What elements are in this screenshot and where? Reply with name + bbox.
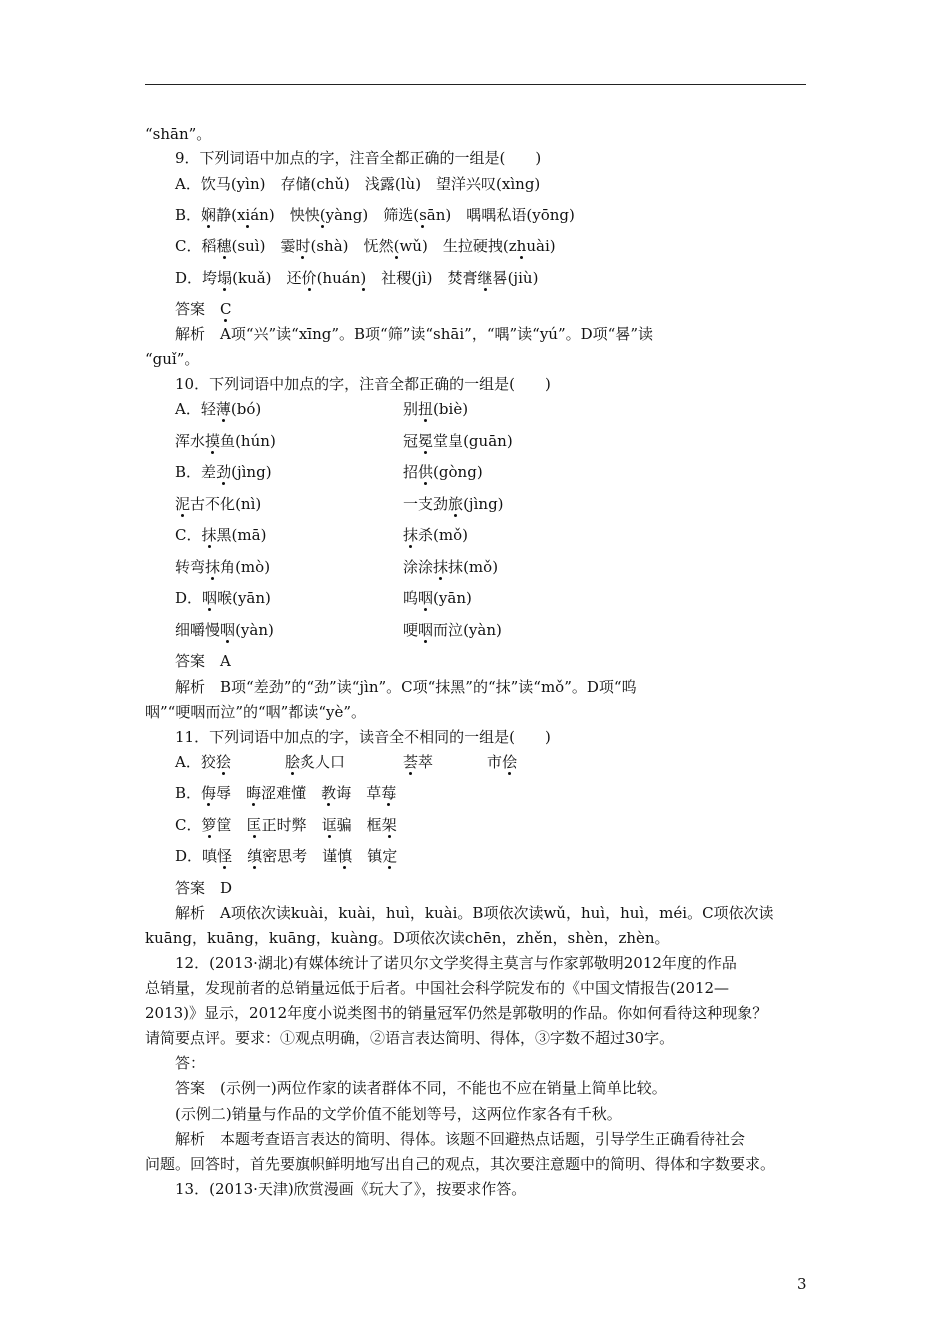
text-line: 答案 D bbox=[175, 879, 233, 897]
text-line: D．嗔怪 缜密思考 谨慎 镇定 bbox=[175, 847, 398, 865]
emphasis-dot-char: 侮 bbox=[201, 784, 217, 802]
emphasis-dot-char: 咽 bbox=[220, 621, 236, 639]
emphasis-dot-char: 抹 bbox=[433, 558, 449, 576]
text-line: 13．(2013·天津)欣赏漫画《玩大了》，按要求作答。 bbox=[175, 1180, 527, 1198]
text-line: 10．下列词语中加点的字，注音全都正确的一组是( ) bbox=[175, 375, 551, 393]
text-line: 抹杀(mǒ) bbox=[403, 526, 469, 544]
emphasis-dot-char: 冕 bbox=[418, 432, 434, 450]
text-line: B．差劲(jìng) bbox=[175, 463, 272, 481]
text-line: 2013)》显示，2012年度小说类图书的销量冠军仍然是郭敬明的作品。你如何看待这种现象？ bbox=[145, 1004, 768, 1022]
emphasis-dot-char: 脍 bbox=[285, 753, 301, 771]
emphasis-dot-char: 缜 bbox=[247, 847, 263, 865]
emphasis-dot-char: 劲 bbox=[216, 463, 232, 481]
emphasis-dot-char: 抹 bbox=[403, 526, 419, 544]
emphasis-dot-char: ) bbox=[360, 269, 367, 287]
emphasis-dot-char: i bbox=[245, 206, 251, 224]
text-line: 12．(2013·湖北)有媒体统计了诺贝尔文学奖得主莫言与作家郭敬明2012年度的作品 bbox=[175, 954, 737, 972]
text-line: 一支劲旅(jìng) bbox=[403, 495, 504, 513]
emphasis-dot-char: 狯 bbox=[215, 753, 231, 771]
emphasis-dot-char: 箩 bbox=[201, 816, 217, 834]
text-line: 解析 A项“兴”读“xīng”。B项“筛”读“shāi”，“喁”读“yú”。D项“晷”读 bbox=[175, 325, 653, 343]
text-line: 泥古不化(nì) bbox=[175, 495, 262, 513]
text-line: 冠冕堂皇(guān) bbox=[403, 432, 513, 450]
emphasis-dot-char: 匡 bbox=[246, 816, 262, 834]
text-line: 招供(gòng) bbox=[403, 463, 483, 481]
text-line: C．稻穗(suì) 霎时(shà) 怃然(wǔ) 生拉硬拽(zhuài) bbox=[175, 237, 556, 255]
text-line: 答案 A bbox=[175, 652, 231, 670]
text-line: “shān”。 bbox=[145, 125, 212, 143]
emphasis-dot-char: 慎 bbox=[337, 847, 353, 865]
text-line: 脍炙人口 bbox=[285, 753, 346, 771]
text-line: 哽咽而泣(yàn) bbox=[403, 621, 502, 639]
text-line: A．饮马(yìn) 存储(chǔ) 浅露(lù) 望洋兴叹(xìng) bbox=[175, 175, 541, 193]
emphasis-dot-char: 时 bbox=[295, 237, 311, 255]
text-line: 咽”“哽咽而泣”的“咽”都读“yè”。 bbox=[145, 703, 367, 721]
text-line: 解析 B项“差劲”的“劲”读“jìn”。C项“抹黑”的“抹”读“mǒ”。D项“呜 bbox=[175, 678, 637, 696]
emphasis-dot-char: 侩 bbox=[502, 753, 518, 771]
emphasis-dot-char: 薄 bbox=[215, 400, 231, 418]
text-line: 转弯抹角(mò) bbox=[175, 558, 271, 576]
emphasis-dot-char: 荟 bbox=[403, 753, 419, 771]
emphasis-dot-char: 继 bbox=[477, 269, 493, 287]
text-line: 呜咽(yān) bbox=[403, 589, 472, 607]
emphasis-dot-char: 抹 bbox=[205, 558, 221, 576]
text-line: 浑水摸鱼(hún) bbox=[175, 432, 276, 450]
page-number: 3 bbox=[797, 1275, 807, 1293]
text-line: 涂涂抹抹(mǒ) bbox=[403, 558, 499, 576]
emphasis-dot-char: 架 bbox=[381, 816, 397, 834]
text-line: C．箩筐 匡正时弊 诓骗 框架 bbox=[175, 816, 397, 834]
emphasis-dot-char: h bbox=[516, 237, 527, 255]
emphasis-dot-char: 咽 bbox=[418, 621, 434, 639]
text-line: C．抹黑(mā) bbox=[175, 526, 267, 544]
text-line: 问题。回答时，首先要旗帜鲜明地写出自己的观点，其次要注意题中的简明、得体和字数要求。 bbox=[145, 1155, 776, 1173]
text-line: 11．下列词语中加点的字，读音全不相同的一组是( ) bbox=[175, 728, 551, 746]
emphasis-dot-char: 晦 bbox=[246, 784, 262, 802]
emphasis-dot-char: ( bbox=[393, 237, 400, 255]
emphasis-dot-char: 咽 bbox=[418, 589, 434, 607]
text-line: 荟萃 bbox=[403, 753, 434, 771]
emphasis-dot-char: ( bbox=[319, 206, 326, 224]
text-line: 总销量，发现前者的总销量远低于后者。中国社会科学院发布的《中国文情报告(2012— bbox=[145, 979, 730, 997]
emphasis-dot-char: 教 bbox=[321, 784, 337, 802]
emphasis-dot-char: 旅 bbox=[448, 495, 464, 513]
emphasis-dot-char: 怪 bbox=[217, 847, 233, 865]
emphasis-dot-char: 塌 bbox=[217, 269, 233, 287]
emphasis-dot-char: 摸 bbox=[205, 432, 221, 450]
text-line: 答案 (示例一)两位作家的读者群体不同，不能也不应在销量上简单比较。 bbox=[175, 1079, 667, 1097]
text-line: B．娴静(xián) 怏怏(yàng) 筛选(sān) 喁喁私语(yōng) bbox=[175, 206, 575, 224]
emphasis-dot-char: 咽 bbox=[202, 589, 218, 607]
emphasis-dot-char: 扭 bbox=[418, 400, 434, 418]
emphasis-dot-char: 莓 bbox=[381, 784, 397, 802]
text-line: kuāng，kuāng，kuāng，kuàng。D项依次读chēn，zhěn，shèn，zhèn。 bbox=[145, 929, 670, 947]
text-line: (示例二)销量与作品的文学价值不能划等号，这两位作家各有千秋。 bbox=[175, 1105, 622, 1123]
text-line: 请简要点评。要求：①观点明确，②语言表达简明、得体，③字数不超过30字。 bbox=[145, 1029, 675, 1047]
emphasis-dot-char: C bbox=[220, 300, 232, 318]
text-line: 细嚼慢咽(yàn) bbox=[175, 621, 274, 639]
emphasis-dot-char: 抹 bbox=[201, 526, 217, 544]
text-line: “guǐ”。 bbox=[145, 350, 200, 368]
text-line: 解析 A项依次读kuài，kuài，huì，kuài。B项依次读wǔ，huì，huì，méi。C项依次读 bbox=[175, 904, 774, 922]
text-line: D．咽喉(yān) bbox=[175, 589, 271, 607]
emphasis-dot-char: 供 bbox=[418, 463, 434, 481]
emphasis-dot-char: 价 bbox=[301, 269, 317, 287]
emphasis-dot-char: 定 bbox=[382, 847, 398, 865]
text-line: 别扭(biè) bbox=[403, 400, 469, 418]
text-line: A．轻薄(bó) bbox=[175, 400, 262, 418]
text-line: 市侩 bbox=[487, 753, 518, 771]
text-line: A．狡狯 bbox=[175, 753, 231, 771]
emphasis-dot-char: 泥 bbox=[175, 495, 191, 513]
emphasis-dot-char: 诓 bbox=[321, 816, 337, 834]
text-line: B．侮辱 晦涩难懂 教诲 草莓 bbox=[175, 784, 397, 802]
emphasis-dot-char: s bbox=[419, 206, 427, 224]
text-line: D．垮塌(kuǎ) 还价(huán) 社稷(jì) 焚膏继晷(jiù) bbox=[175, 269, 539, 287]
text-line: 答案 C bbox=[175, 300, 232, 318]
text-line: 9．下列词语中加点的字，注音全都正确的一组是( ) bbox=[175, 149, 542, 167]
emphasis-dot-char: 穗 bbox=[216, 237, 232, 255]
emphasis-dot-char: 娴 bbox=[201, 206, 217, 224]
header-rule bbox=[145, 84, 806, 85]
text-line: 解析 本题考查语言表达的简明、得体。该题不回避热点话题，引导学生正确看待社会 bbox=[175, 1130, 746, 1148]
text-line: 答： bbox=[175, 1054, 206, 1072]
